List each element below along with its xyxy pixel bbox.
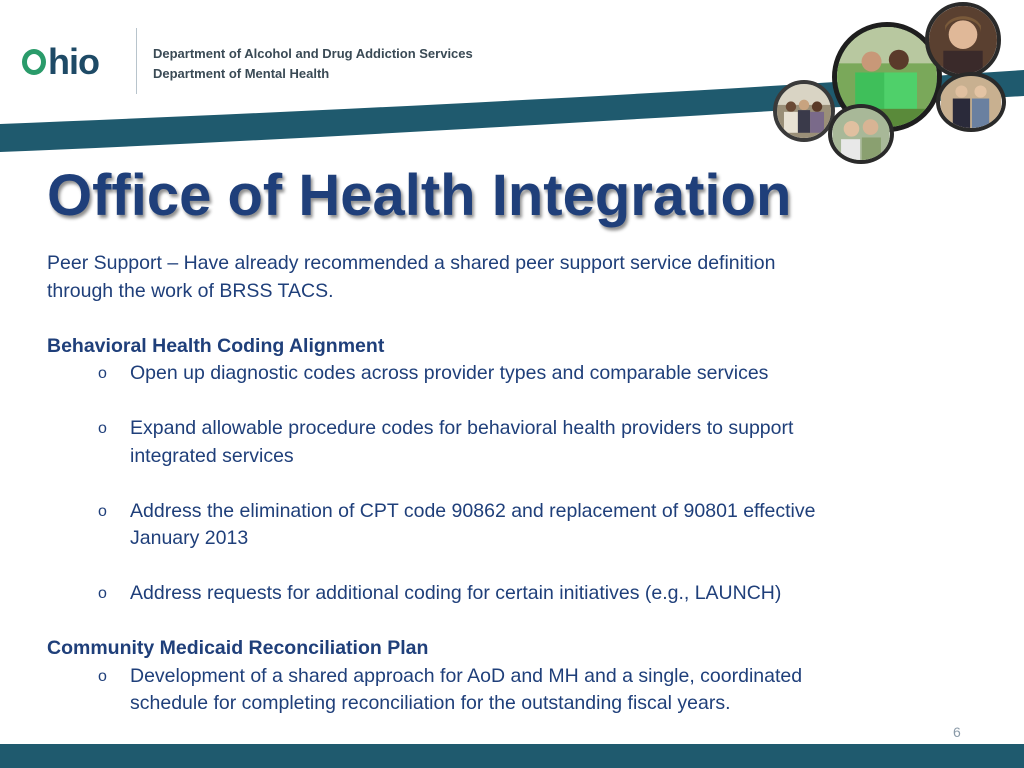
bullet-circle-icon: o xyxy=(98,365,107,382)
photo-two-women xyxy=(828,104,894,164)
list-item xyxy=(47,360,947,388)
photo-woman-portrait xyxy=(925,2,1001,78)
photo-two-men xyxy=(936,72,1006,132)
section-heading-medicaid-reconciliation: Community Medicaid Reconciliation Plan xyxy=(47,637,429,659)
department-line-1: Department of Alcohol and Drug Addiction Services xyxy=(153,46,473,61)
ohio-logo-text: hio xyxy=(48,41,99,82)
section-heading-coding-alignment: Behavioral Health Coding Alignment xyxy=(47,334,385,357)
footer-bar xyxy=(0,744,1024,768)
department-line-2: Department of Mental Health xyxy=(153,66,330,81)
bullet-circle-icon: o xyxy=(98,502,107,520)
intro-line-2: through the work of BRSS TACS. xyxy=(47,279,334,302)
list-item-text-cont: schedule for completing reconciliation for the outstanding fiscal years. xyxy=(130,692,731,714)
list-item xyxy=(47,580,947,608)
page-number: 6 xyxy=(953,724,961,740)
slide-title: Office of Health Integration xyxy=(47,163,792,228)
ohio-logo xyxy=(22,40,99,84)
list-item-text-cont: January 2013 xyxy=(130,527,249,549)
list-item-text: Open up diagnostic codes across provider types and comparable services xyxy=(130,362,769,384)
list-item-text: Address requests for additional coding for certain initiatives (e.g., LAUNCH) xyxy=(130,582,782,604)
photo-group-left xyxy=(773,80,835,142)
list-item-text: Development of a shared approach for AoD and MH and a single, coordinated xyxy=(130,664,803,687)
slide-body xyxy=(47,250,947,718)
list-item xyxy=(47,663,947,718)
list-item xyxy=(47,498,947,553)
list-item-text: Expand allowable procedure codes for behavioral health providers to support xyxy=(130,417,794,439)
list-item-text-cont: integrated services xyxy=(130,444,294,467)
bullet-circle-icon: o xyxy=(98,420,107,437)
list-item xyxy=(47,415,947,470)
ohio-logo-o-icon xyxy=(22,49,46,75)
logo-divider xyxy=(136,28,137,94)
bullet-circle-icon: o xyxy=(98,585,107,602)
department-names xyxy=(153,44,473,84)
list-item-text: Address the elimination of CPT code 90862 and replacement of 90801 effective xyxy=(130,499,816,522)
slide-header xyxy=(0,0,1024,160)
intro-line-1: Peer Support – Have already recommended a shared peer support service definition xyxy=(47,252,776,274)
bullet-circle-icon: o xyxy=(98,667,107,685)
